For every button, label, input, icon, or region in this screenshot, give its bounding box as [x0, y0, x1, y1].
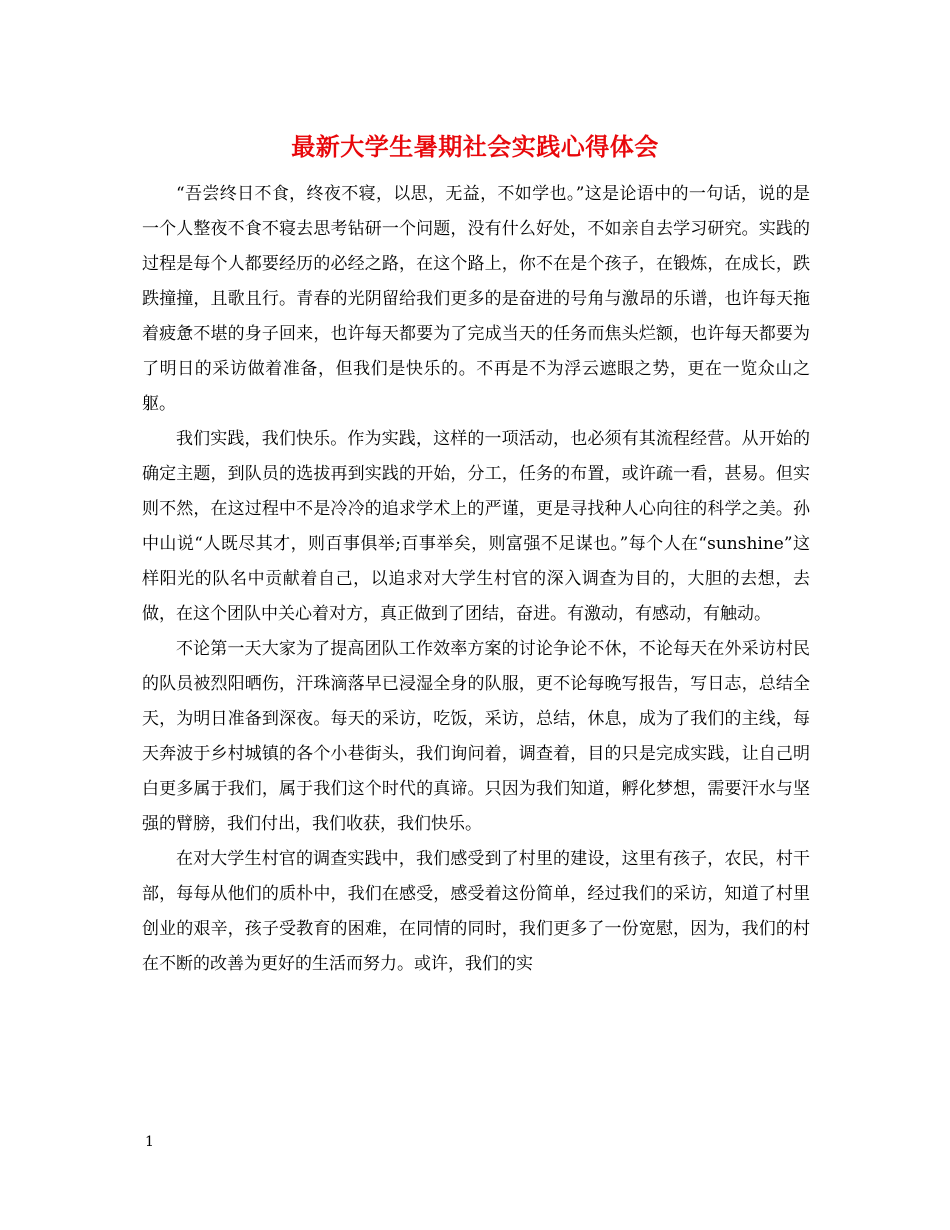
- document-title: 最新大学生暑期社会实践心得体会: [291, 132, 659, 161]
- paragraph: 我们实践，我们快乐。作为实践，这样的一项活动，也必须有其流程经营。从开始的确定主题，到队员的选拔再到实践的开始，分工，任务的布置，或许疏一看，甚易。但实则不然，在这过程中不是冷冷的追求学术上的严谨，更是寻找种人心向往的科学之美。孙中山说“人既尽其才，则百事俱举;百事举矣，则富强不足谋也。”每个人在“sunshine”这样阳光的队名中贡献着自己，以追求对大学生村官的深入调查为目的，大胆的去想，去做，在这个团队中关心着对方，真正做到了团结，奋进。有激动，有感动，有触动。: [142, 429, 810, 624]
- page-number: 1: [145, 1134, 154, 1150]
- paragraph: 不论第一天大家为了提高团队工作效率方案的讨论争论不休，不论每天在外采访村民的队员被烈阳晒伤，汗珠滴落早已浸湿全身的队服，更不论每晚写报告，写日志，总结全天，为明日准备到深夜。每天的采访，吃饭，采访，总结，休息，成为了我们的主线，每天奔波于乡村城镇的各个小巷街头，我们询问着，调查着，目的只是完成实践，让自己明白更多属于我们，属于我们这个时代的真谛。只因为我们知道，孵化梦想，需要汗水与坚强的臂膀，我们付出，我们收获，我们快乐。: [142, 639, 810, 834]
- paragraph: “吾尝终日不食，终夜不寝，以思，无益，不如学也。”这是论语中的一句话，说的是一个人整夜不食不寝去思考钻研一个问题，没有什么好处，不如亲自去学习研究。实践的过程是每个人都要经历的必经之路，在这个路上，你不在是个孩子，在锻炼，在成长，跌跌撞撞，且歌且行。青春的光阴留给我们更多的是奋进的号角与激昂的乐谱，也许每天拖着疲惫不堪的身子回来，也许每天都要为了完成当天的任务而焦头烂额，也许每天都要为了明日的采访做着准备，但我们是快乐的。不再是不为浮云遮眼之势，更在一览众山之躯。: [142, 184, 810, 414]
- document-body: [142, 177, 810, 982]
- paragraph: 在对大学生村官的调查实践中，我们感受到了村里的建设，这里有孩子，农民，村干部，每每从他们的质朴中，我们在感受，感受着这份简单，经过我们的采访，知道了村里创业的艰辛，孩子受教育的困难，在同情的同时，我们更多了一份宽慰，因为，我们的村在不断的改善为更好的生活而努力。或许，我们的实: [142, 849, 810, 974]
